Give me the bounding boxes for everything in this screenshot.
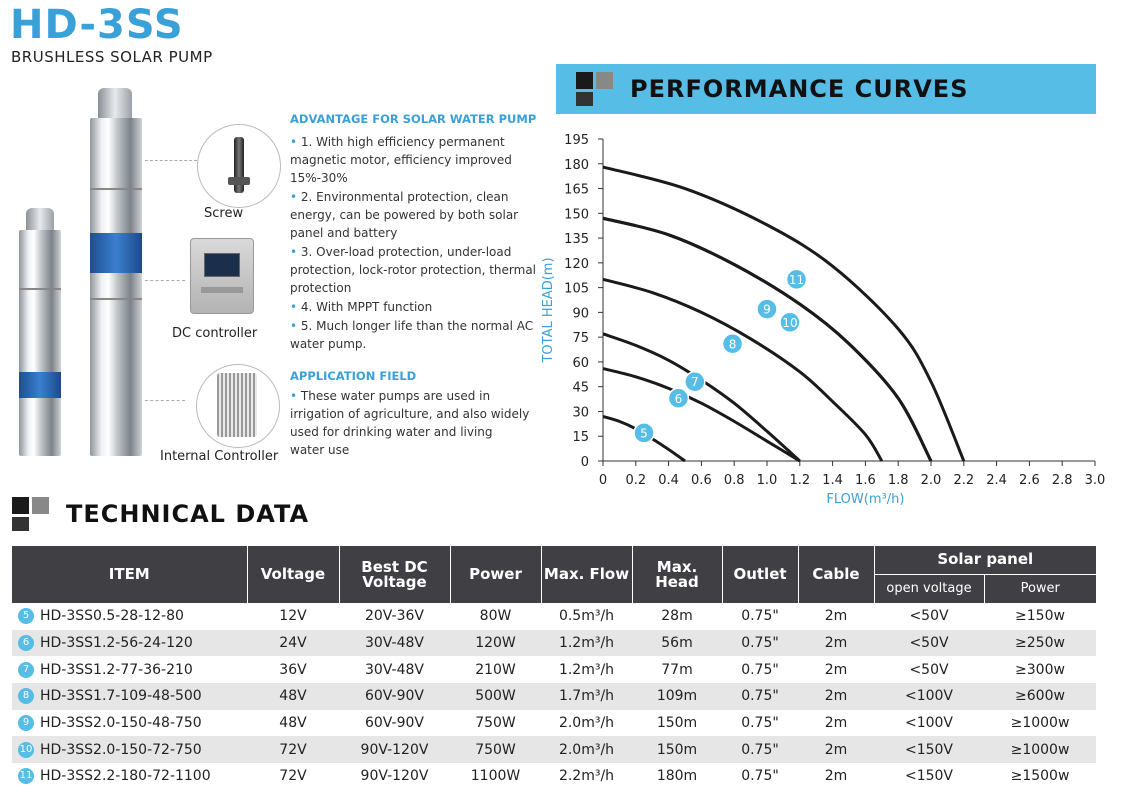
cell-cable: 2m [824,768,848,785]
table-row [12,736,1096,763]
table-row [12,656,1096,683]
x-tick-label: 0.4 [658,473,679,488]
performance-chart [530,125,1110,510]
cell-outlet: 0.75" [741,768,779,785]
dc-controller-label: DC controller [172,326,258,341]
cell-best: 20V-36V [364,608,424,625]
item-model: HD-3SS1.2-56-24-120 [40,635,193,652]
internal-controller-label: Internal Controller [160,449,279,464]
cell-best: 60V-90V [364,715,424,732]
advantage-item: • 5. Much longer life than the normal AC water pump. [290,319,534,351]
cell-head: 28m [661,608,693,625]
col-header-best-dc-voltage: Best DC Voltage [339,546,450,603]
x-tick-label: 0.8 [723,473,745,488]
x-tick-label: 1.2 [789,473,811,488]
item-model: HD-3SS2.0-150-72-750 [40,741,202,758]
y-tick-label: 60 [572,355,589,371]
cell-open: <50V [909,608,949,625]
y-tick-label: 195 [564,133,589,148]
cell-open: <50V [909,661,949,678]
y-tick-label: 150 [564,207,589,223]
series-label: 8 [728,337,737,352]
y-tick-label: 75 [572,331,589,347]
x-tick-label: 2.0 [920,473,942,488]
advantage-item: • 3. Over-load protection, under-load protection, lock-rotor protection, thermal protection [290,245,537,295]
x-tick-label: 2.6 [1019,473,1040,488]
series-label: 7 [691,375,699,390]
cell-flow: 2.0m³/h [558,715,615,732]
x-tick-label: 0.2 [625,473,647,488]
pump-image-large [86,88,146,456]
cell-flow: 2.0m³/h [541,736,632,763]
series-label: 9 [763,302,771,317]
cell-head: 77m [661,661,693,678]
item-model: HD-3SS1.7-109-48-500 [40,688,202,705]
series-label: 6 [674,391,683,406]
col-header-open-voltage: open voltage [874,574,984,603]
cell-flow: 1.7m³/h [541,683,632,710]
application-text: • These water pumps are used in irrigation of agriculture, and also widely used for drinking water and living water use [290,389,530,457]
y-tick-label: 120 [564,256,589,272]
x-axis-label: FLOW(m³/h) [826,492,905,507]
cell-head: 180m [656,768,698,785]
cell-open: <100V [904,715,954,732]
cell-power: 750W [475,715,516,732]
item-model: HD-3SS2.0-150-48-750 [40,715,202,732]
cell-cable: 2m [798,630,874,657]
col-header-item: ITEM [12,546,247,603]
item-model: HD-3SS1.2-77-36-210 [40,661,193,678]
cell-best: 30V-48V [364,661,424,678]
item-model: HD-3SS2.2-180-72-1100 [40,768,211,785]
cell-power: 1100W [470,768,521,785]
leader-line [145,400,185,401]
y-tick-label: 180 [564,157,589,173]
advantage-item: • 4. With MPPT function [290,300,433,314]
advantage-item: • 1. With high efficiency permanent magnetic motor, efficiency improved 15%-30% [290,135,512,185]
row-number-badge: 5 [18,608,34,624]
cell-voltage: 72V [279,768,307,785]
col-header-max-head: Max. Head [632,546,722,603]
cell-ppower: ≥1500w [1010,768,1070,785]
y-tick-label: 0 [580,455,589,470]
cell-voltage: 36V [279,661,307,678]
cell-ppower: ≥1000w [984,736,1096,763]
series-label: 11 [788,272,805,287]
cell-best: 30V-48V [339,630,450,657]
table-row [12,683,1096,710]
cell-outlet: 0.75" [741,608,779,625]
item-model: HD-3SS0.5-28-12-80 [40,608,184,625]
dc-controller-image [190,238,254,314]
table-row [12,710,1096,737]
application-heading: APPLICATION FIELD [290,369,417,383]
row-number-badge: 6 [18,635,34,651]
series-line [603,218,931,461]
col-header-max-flow: Max. Flow [541,546,632,603]
cell-flow: 2.2m³/h [558,768,615,785]
cell-item [12,710,247,737]
cell-ppower: ≥250w [984,630,1096,657]
cell-voltage: 12V [279,608,307,625]
leader-line [145,280,185,281]
col-header-outlet: Outlet [722,546,798,603]
squares-icon [12,497,52,533]
row-number-badge: 7 [18,662,34,678]
x-tick-label: 1.8 [887,473,909,488]
y-tick-label: 90 [572,306,589,322]
cell-head: 56m [632,630,722,657]
screw-image [197,124,281,208]
cell-item [12,656,247,683]
cell-power: 80W [479,608,512,625]
x-tick-label: 0.6 [691,473,712,488]
cell-item [12,603,247,630]
row-number-badge: 9 [18,715,34,731]
cell-power: 210W [475,661,516,678]
cell-head: 109m [632,683,722,710]
cell-voltage: 24V [247,630,339,657]
cell-item [12,736,247,763]
row-number-badge: 10 [18,742,34,758]
y-tick-label: 15 [572,430,589,446]
col-header-voltage: Voltage [247,546,339,603]
y-tick-label: 105 [564,281,589,297]
x-tick-label: 2.4 [986,473,1007,488]
cell-open: <50V [874,630,984,657]
cell-cable: 2m [824,661,848,678]
cell-cable: 2m [824,715,848,732]
screw-label: Screw [204,206,244,221]
col-header-solar-panel: Solar panel [874,546,1096,574]
cell-flow: 0.5m³/h [558,608,615,625]
cell-open: <150V [874,736,984,763]
x-tick-label: 2.2 [953,473,975,488]
squares-icon [576,72,616,108]
advantage-heading: ADVANTAGE FOR SOLAR WATER PUMP [290,112,537,126]
cell-item [12,630,247,657]
series-line [603,218,931,461]
cell-flow: 1.2m³/h [558,661,615,678]
cell-voltage: 48V [247,683,339,710]
y-tick-label: 135 [564,232,589,248]
advantage-item: • 2. Environmental protection, clean energy, can be powered by both solar panel and battery [290,190,519,240]
y-axis-label: TOTAL HEAD(m) [541,257,556,363]
table-row [12,603,1096,630]
col-header-cable: Cable [798,546,874,603]
cell-head: 150m [656,715,698,732]
row-number-badge: 8 [18,688,34,704]
performance-title: PERFORMANCE CURVES [630,75,969,103]
cell-outlet: 0.75" [741,661,779,678]
x-tick-label: 0 [598,473,608,488]
pump-image-small [16,208,64,456]
cell-cable: 2m [798,736,874,763]
col-header-power: Power [450,546,541,603]
cell-open: <150V [904,768,954,785]
cell-power: 120W [450,630,541,657]
page-subtitle: BRUSHLESS SOLAR PUMP [11,48,213,66]
cell-best: 90V-120V [360,768,429,785]
cell-ppower: ≥300w [1015,661,1065,678]
col-header-panel-power: Power [984,574,1096,603]
series-label: 10 [782,315,798,330]
y-tick-label: 30 [572,405,589,421]
technical-table [12,546,1096,790]
cell-ppower: ≥1000w [1010,715,1070,732]
cell-head: 150m [632,736,722,763]
cell-power: 500W [450,683,541,710]
x-tick-label: 1.6 [855,473,876,488]
row-number-badge: 11 [18,768,34,784]
cell-voltage: 48V [279,715,307,732]
cell-power: 750W [450,736,541,763]
cell-best: 90V-120V [339,736,450,763]
cell-outlet: 0.75" [722,630,798,657]
x-tick-label: 2.8 [1051,473,1073,488]
y-tick-label: 165 [564,182,589,198]
cell-cable: 2m [824,608,848,625]
table-row [12,630,1096,657]
cell-outlet: 0.75" [741,715,779,732]
cell-voltage: 72V [247,736,339,763]
technical-title: TECHNICAL DATA [66,500,310,528]
cell-best: 60V-90V [339,683,450,710]
leader-line [145,160,197,161]
x-tick-label: 1.4 [822,473,843,488]
cell-item [12,763,247,790]
cell-outlet: 0.75" [722,736,798,763]
x-tick-label: 3.0 [1084,473,1106,488]
cell-outlet: 0.75" [722,683,798,710]
y-tick-label: 45 [572,380,589,396]
internal-controller-image [196,364,280,448]
cell-item [12,683,247,710]
page-title: HD-3SS [10,2,184,48]
table-row [12,763,1096,790]
cell-cable: 2m [798,683,874,710]
cell-ppower: ≥600w [984,683,1096,710]
series-label: 5 [640,426,648,441]
cell-open: <100V [874,683,984,710]
cell-ppower: ≥150w [1015,608,1065,625]
x-tick-label: 1.0 [756,473,778,488]
cell-flow: 1.2m³/h [541,630,632,657]
